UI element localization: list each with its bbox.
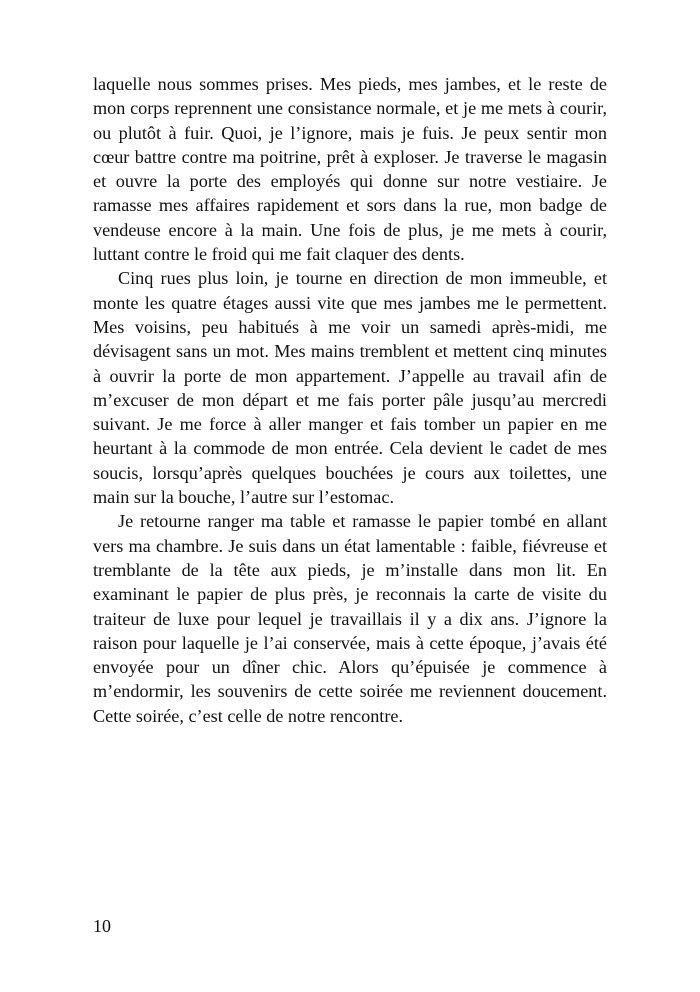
page-number: 10 (93, 916, 111, 936)
paragraph: laquelle nous sommes prises. Mes pieds, mes jambes, et le reste de mon corps reprennent une consistance normale, et je me mets à courir, ou plutôt à fuir. Quoi, je l’ignore, mais je fuis. Je peux sentir mon cœur battre contre ma poitrine, prêt à exploser. Je traverse le magasin et ouvre la porte des employés qui donne sur notre vestiaire. Je ramasse mes affaires rapidement et sors dans la rue, mon badge de vendeuse encore à la main. Une fois de plus, je me mets à courir, luttant contre le froid qui me fait claquer des dents. (93, 74, 607, 265)
body-text (93, 72, 607, 728)
paragraph: Je retourne ranger ma table et ramasse le papier tombé en allant vers ma chambre. Je suis dans un état lamentable : faible, fiévreuse et tremblante de la tête aux pieds, je m’installe dans mon lit. En examinant le papier de plus près, je reconnais la carte de visite du traiteur de luxe pour lequel je travaillais il y a dix ans. J’ignore la raison pour laquelle je l’ai conservée, mais à cette époque, j’avais été envoyée pour un dîner chic. Alors qu’épuisée je commence à m’endormir, les souvenirs de cette soirée me reviennent doucement. Cette soirée, c’est celle de notre rencontre. (93, 511, 607, 726)
paragraph: Cinq rues plus loin, je tourne en direction de mon immeuble, et monte les quatre étages aussi vite que mes jambes me le permettent. Mes voisins, peu habitués à me voir un samedi après-midi, me dévisagent sans un mot. Mes mains tremblent et mettent cinq minutes à ouvrir la porte de mon appartement. J’appelle au travail afin de m’excuser de mon départ et me fais porter pâle jusqu’au mercredi suivant. Je me force à aller manger et fais tomber un papier en me heurtant à la commode de mon entrée. Cela devient le cadet de mes soucis, lorsqu’après quelques bouchées je cours aux toilettes, une main sur la bouche, l’autre sur l’estomac. (93, 268, 607, 508)
